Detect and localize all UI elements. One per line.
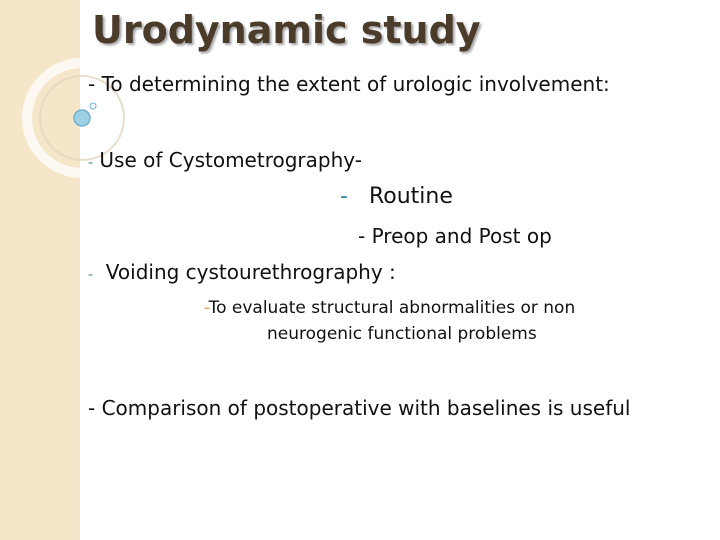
- sidebar-divider: [80, 0, 82, 540]
- bullet-dash: -: [88, 267, 94, 283]
- bullet-dash: -: [358, 224, 366, 248]
- bullet-dash: -: [88, 396, 96, 420]
- line-3: [340, 184, 453, 209]
- line-text: neurogenic functional problems: [267, 324, 537, 344]
- line-text: Routine: [368, 184, 453, 209]
- bullet-dash: -: [340, 184, 348, 209]
- slide-title: Urodynamic study: [92, 8, 481, 52]
- line-text: To determining the extent of urologic involvement:: [95, 72, 610, 96]
- line-1: [88, 72, 610, 96]
- bullet-dash: -: [88, 155, 94, 171]
- line-text: To evaluate structural abnormalities or non: [208, 298, 576, 318]
- line-6: [204, 298, 575, 318]
- line-text: Voiding cystourethrography :: [105, 260, 396, 284]
- bullet-dash: -: [204, 298, 209, 318]
- bullet-dash: -: [88, 72, 96, 96]
- sidebar-background: [0, 0, 80, 540]
- line-8: [88, 396, 630, 420]
- line-7: [267, 324, 537, 344]
- line-2: [88, 148, 362, 172]
- line-text: Comparison of postoperative with baselines is useful: [95, 396, 631, 420]
- line-text: Use of Cystometrography-: [99, 148, 362, 172]
- line-5: [88, 260, 396, 284]
- line-4: [358, 224, 552, 248]
- line-text: Preop and Post op: [365, 224, 552, 248]
